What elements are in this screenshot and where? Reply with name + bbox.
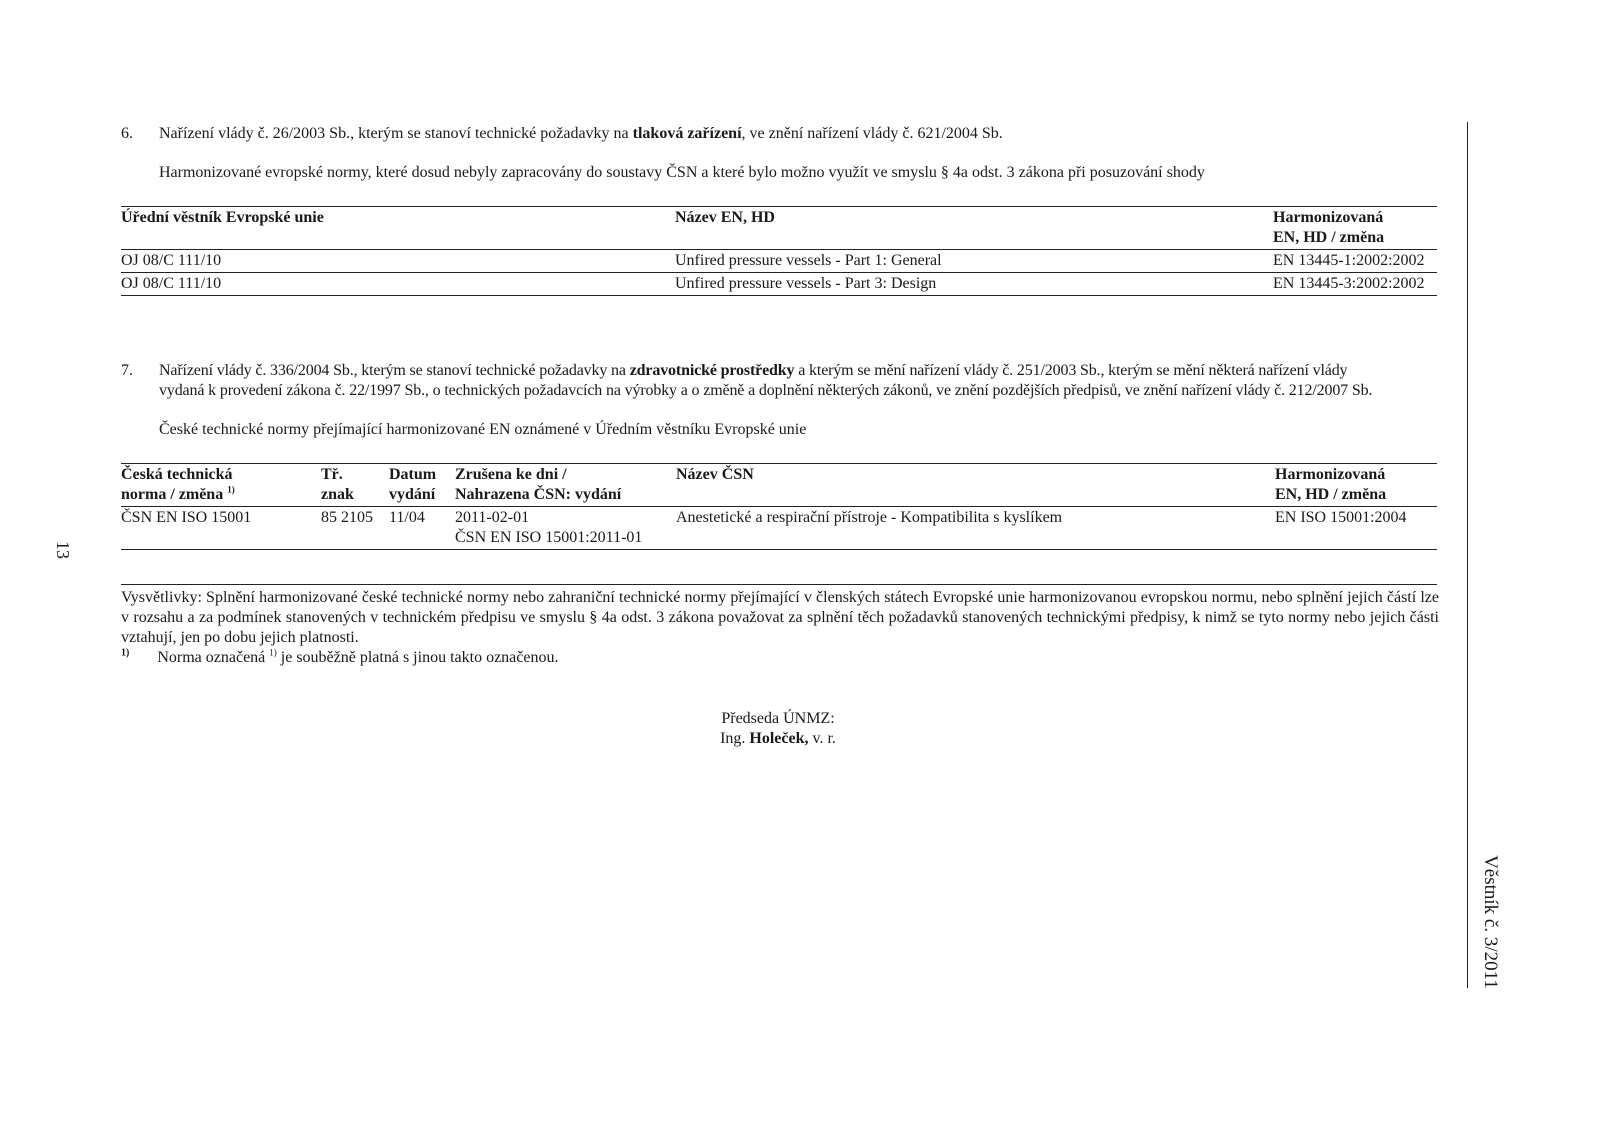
- section6-keyword: tlaková zařízení: [632, 125, 742, 142]
- explanations-rule: [121, 584, 1437, 585]
- header-harmonized: Harmonizovaná EN, HD / změna: [1273, 209, 1385, 246]
- signature-name: Ing. Holeček, v. r.: [720, 730, 836, 747]
- header-date: Datum vydání: [389, 466, 437, 503]
- header-csn-name: Název ČSN: [676, 466, 754, 483]
- table-row: [121, 250, 1437, 273]
- section7-keyword: zdravotnické prostředky: [629, 362, 795, 379]
- page-number: 13: [53, 541, 73, 559]
- header-cancelled: Zrušena ke dni / Nahrazena ČSN: vydání: [455, 466, 622, 503]
- cell-date: 11/04: [389, 509, 425, 526]
- cell-en: EN ISO 15001:2004: [1275, 509, 1407, 526]
- header-name: Název EN, HD: [675, 209, 775, 226]
- footnote-ref: 1): [227, 484, 235, 495]
- footnote: $^{1)}$ Norma označená $^{1)}$ je souběžně platná s jinou takto označenou.: [121, 647, 559, 666]
- footnote-ref: 1): [269, 647, 277, 658]
- section6-table: [121, 206, 1437, 296]
- journal-issue: Věstník č. 3/2011: [1480, 855, 1501, 989]
- section7-table: [121, 463, 1437, 550]
- cell-csn-name: Anestetické a respirační přístroje - Kompatibilita s kyslíkem: [676, 509, 1063, 526]
- cell-name: Unfired pressure vessels - Part 3: Design: [675, 275, 937, 292]
- cell-en: EN 13445-3:2002:2002: [1273, 275, 1425, 292]
- cell-oj: OJ 08/C 111/10: [121, 252, 222, 269]
- table-header-row: [121, 207, 1437, 250]
- cell-class: 85 2105: [321, 509, 373, 526]
- section7-number: 7.: [121, 362, 133, 379]
- header-csn: Česká technická norma / změna $^{1)}$: [121, 466, 235, 503]
- explanations-text: Vysvětlivky: Splnění harmonizované české technické normy nebo zahraniční technické normy přejímající v členských státech Evropské unie harmonizovanou evropskou normu, nebo splnění jejich částí lze v rozsahu a za podmínek stanovených v technickém předpisu ve smyslu § 4a odst. 3 zákona považovat za splnění těch požadavků stanovených technickými předpisy, k nimž se tyto normy nebo jejich části vztahují, jen po dobu jejich platnosti.: [121, 589, 1439, 646]
- cell-csn: ČSN EN ISO 15001: [121, 509, 252, 526]
- section6-number: 6.: [121, 125, 133, 142]
- section7-intro: České technické normy přejímající harmonizované EN oznámené v Úředním věstníku Evropské unie: [159, 421, 807, 438]
- signature-block: [678, 709, 878, 749]
- table-header-row: [121, 464, 1437, 507]
- header-class: Tř. znak: [321, 466, 354, 503]
- header-harmonized: Harmonizovaná EN, HD / změna: [1275, 466, 1387, 503]
- section6-intro: Harmonizované evropské normy, které dosud nebyly zapracovány do soustavy ČSN a které bylo možno využít ve smyslu § 4a odst. 3 zákona při posuzování shody: [159, 164, 1205, 181]
- table-row: [121, 507, 1437, 550]
- right-margin-rule: [1467, 122, 1468, 988]
- table-row: [121, 273, 1437, 296]
- signature-role: Předseda ÚNMZ:: [721, 710, 835, 727]
- section7-heading: Nařízení vlády č. 336/2004 Sb., kterým se stanoví technické požadavky na zdravotnické prostředky a kterým se mění nařízení vlády č. 251/2003 Sb., kterým se mění některá nařízení vlády vydaná k provedení zákona č. 22/1997 Sb., o technických požadavcích na výrobky a o změně a doplnění některých zákonů, ve znění pozdějších předpisů, ve znění nařízení vlády č. 212/2007 Sb.: [159, 362, 1373, 399]
- footnote-mark: 1): [121, 647, 130, 659]
- header-oj: Úřední věstník Evropské unie: [121, 209, 324, 226]
- cell-oj: OJ 08/C 111/10: [121, 275, 222, 292]
- cell-en: EN 13445-1:2002:2002: [1273, 252, 1425, 269]
- cell-cancelled: 2011-02-01 ČSN EN ISO 15001:2011-01: [455, 509, 643, 546]
- section6-heading: Nařízení vlády č. 26/2003 Sb., kterým se stanoví technické požadavky na tlaková zařízení, ve znění nařízení vlády č. 621/2004 Sb.: [159, 125, 1003, 142]
- cell-name: Unfired pressure vessels - Part 1: General: [675, 252, 942, 269]
